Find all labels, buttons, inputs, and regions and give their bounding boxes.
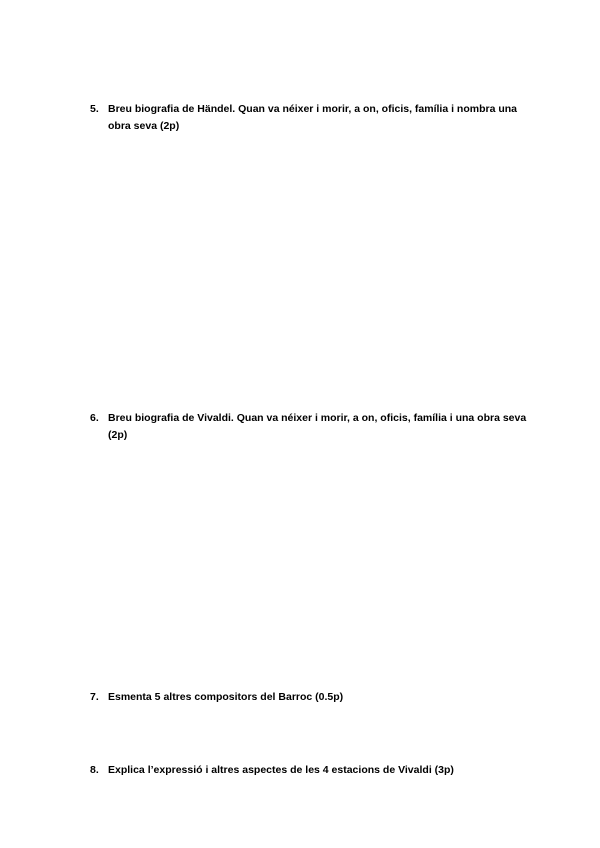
question-6 [90,410,530,444]
question-text: Explica l’expressió i altres aspectes de les 4 estacions de Vivaldi (3p) [108,764,454,776]
question-5 [90,101,530,135]
question-number: 8. [90,764,99,776]
question-number: 7. [90,691,99,703]
question-number: 5. [90,103,99,115]
question-text: Breu biografia de Vivaldi. Quan va néixer i morir, a on, oficis, família i una obra seva (2p) [108,412,527,441]
question-number: 6. [90,412,99,424]
question-8 [90,762,530,779]
question-7 [90,689,530,706]
question-text: Breu biografia de Händel. Quan va néixer i morir, a on, oficis, família i nombra una obra seva (2p) [108,103,518,132]
question-text: Esmenta 5 altres compositors del Barroc (0.5p) [108,691,344,703]
